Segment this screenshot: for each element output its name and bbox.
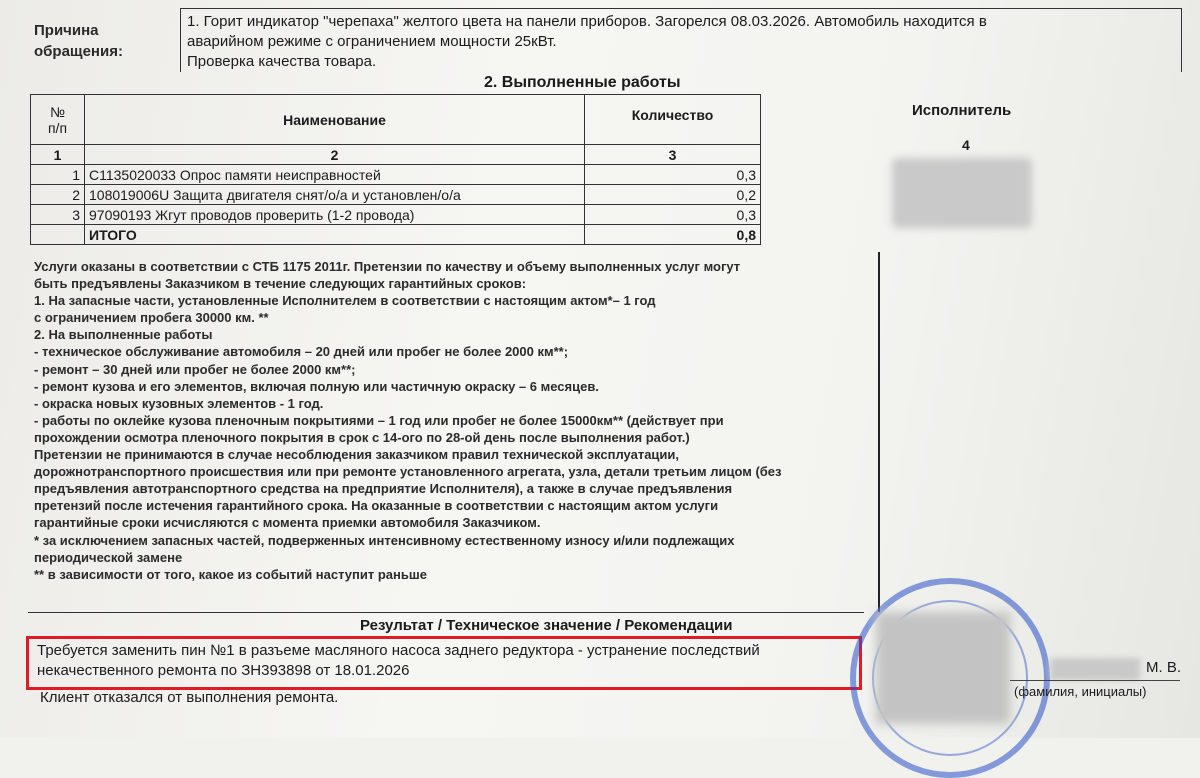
redacted-name [1050, 658, 1140, 680]
terms-line: претензий после истечения гарантийного срока. На оказанные в соответствии с настоящим актом услуги [34, 498, 719, 514]
terms-line: быть предъявлены Заказчиком в течение следующих гарантийных сроков: [34, 276, 527, 292]
terms-line: дорожнотранспортного происшествия или при ремонте установленного агрегата, узла, детали третьим лицом (без [34, 464, 782, 480]
divider-line [28, 612, 864, 613]
table-row [31, 205, 761, 225]
row-name: 97090193 Жгут проводов проверить (1-2 провода) [85, 205, 585, 225]
terms-line: гарантийные сроки исчисляются с момента приемки автомобиля Заказчиком. [34, 515, 541, 531]
terms-line: * за исключением запасных частей, подверженных интенсивному естественному износу и/или подлежащих [34, 532, 735, 548]
row-num: 2 [31, 185, 85, 205]
table-row [31, 185, 761, 205]
row-num: 3 [31, 205, 85, 225]
col-number: 2 [85, 145, 585, 165]
signature-line [1010, 680, 1180, 681]
header-executor: Исполнитель [912, 102, 1012, 119]
terms-line: ** в зависимости от того, какое из событий наступит раньше [34, 566, 427, 582]
terms-line: Услуги оказаны в соответствии с СТБ 1175 2011г. Претензии по качеству и объему выполненных услуг могут [34, 259, 741, 274]
col-number: 1 [31, 145, 85, 165]
terms-line: - окраска новых кузовных элементов - 1 год. [34, 395, 324, 411]
terms-line: 1. На запасные части, установленные Исполнителем в соответствии с настоящим актом*– 1 год [34, 293, 656, 309]
header-qty: Количество [585, 95, 761, 145]
header-num: № п/п [31, 95, 85, 145]
terms-line: Претензии не принимаются в случае несоблюдения заказчиком правил технической эксплуатации, [34, 447, 680, 463]
recommendation-line: некачественного ремонта по ЗН393898 от 18.01.2026 [37, 662, 410, 679]
total-row [31, 225, 761, 245]
table-row [31, 165, 761, 185]
row-name: C1135020033 Опрос памяти неисправностей [85, 165, 585, 185]
terms-line: - ремонт кузова и его элементов, включая полную или частичную окраску – 6 месяцев. [34, 378, 599, 394]
terms-line: - работы по оклейке кузова пленочным покрытиями – 1 год или пробег не более 15000км** (действует при [34, 412, 724, 428]
total-qty: 0,8 [585, 225, 761, 245]
row-num: 1 [31, 165, 85, 185]
reason-box [180, 8, 1182, 72]
row-name: 108019006U Защита двигателя снят/о/а и установлен/о/а [85, 185, 585, 205]
terms-line: 2. На выполненные работы [34, 327, 213, 343]
terms-line: прохождении осмотра пленочного покрытия в срок с 14-ого по 28-ой день после выполнения работ.) [34, 429, 690, 445]
works-table [30, 94, 761, 245]
recommendation-line: Требуется заменить пин №1 в разъеме масляного насоса заднего редуктора - устранение последствий [37, 642, 760, 659]
signature-initials: М. В. [1146, 659, 1182, 676]
signature-caption: (фамилия, инициалы) [1014, 684, 1147, 699]
total-label: ИТОГО [85, 225, 585, 245]
reason-label: Причина обращения: [34, 22, 123, 60]
divider-line [878, 252, 880, 612]
terms-line: - ремонт – 30 дней или пробег не более 2000 км**; [34, 361, 356, 377]
row-qty: 0,3 [585, 205, 761, 225]
terms-line: предъявления автотранспортного средства на предприятие Исполнителя), а также в случае предъявления [34, 481, 733, 497]
header-name: Наименование [85, 95, 585, 145]
terms-line: с ограничением пробега 30000 км. ** [34, 310, 269, 326]
warranty-terms [34, 258, 874, 583]
recommendation-highlight [26, 636, 862, 690]
works-title: 2. Выполненные работы [484, 74, 681, 91]
reason-line: аварийном режиме с ограничением мощности 25кВт. [187, 33, 557, 50]
reason-line: Проверка качества товара. [187, 53, 377, 70]
col-number: 4 [962, 137, 970, 153]
terms-line: периодической замене [34, 549, 183, 565]
redacted-executor [892, 158, 1032, 228]
col-number: 3 [585, 145, 761, 165]
row-qty: 0,2 [585, 185, 761, 205]
redacted-stamp [876, 612, 1010, 724]
result-title: Результат / Техническое значение / Рекомендации [360, 617, 733, 634]
terms-line: - техническое обслуживание автомобиля – 20 дней или пробег не более 2000 км**; [34, 344, 569, 360]
row-qty: 0,3 [585, 165, 761, 185]
reason-line: 1. Горит индикатор "черепаха" желтого цвета на панели приборов. Загорелся 08.03.2026. Автомобиль находится в [187, 13, 987, 30]
client-note: Клиент отказался от выполнения ремонта. [40, 689, 339, 706]
